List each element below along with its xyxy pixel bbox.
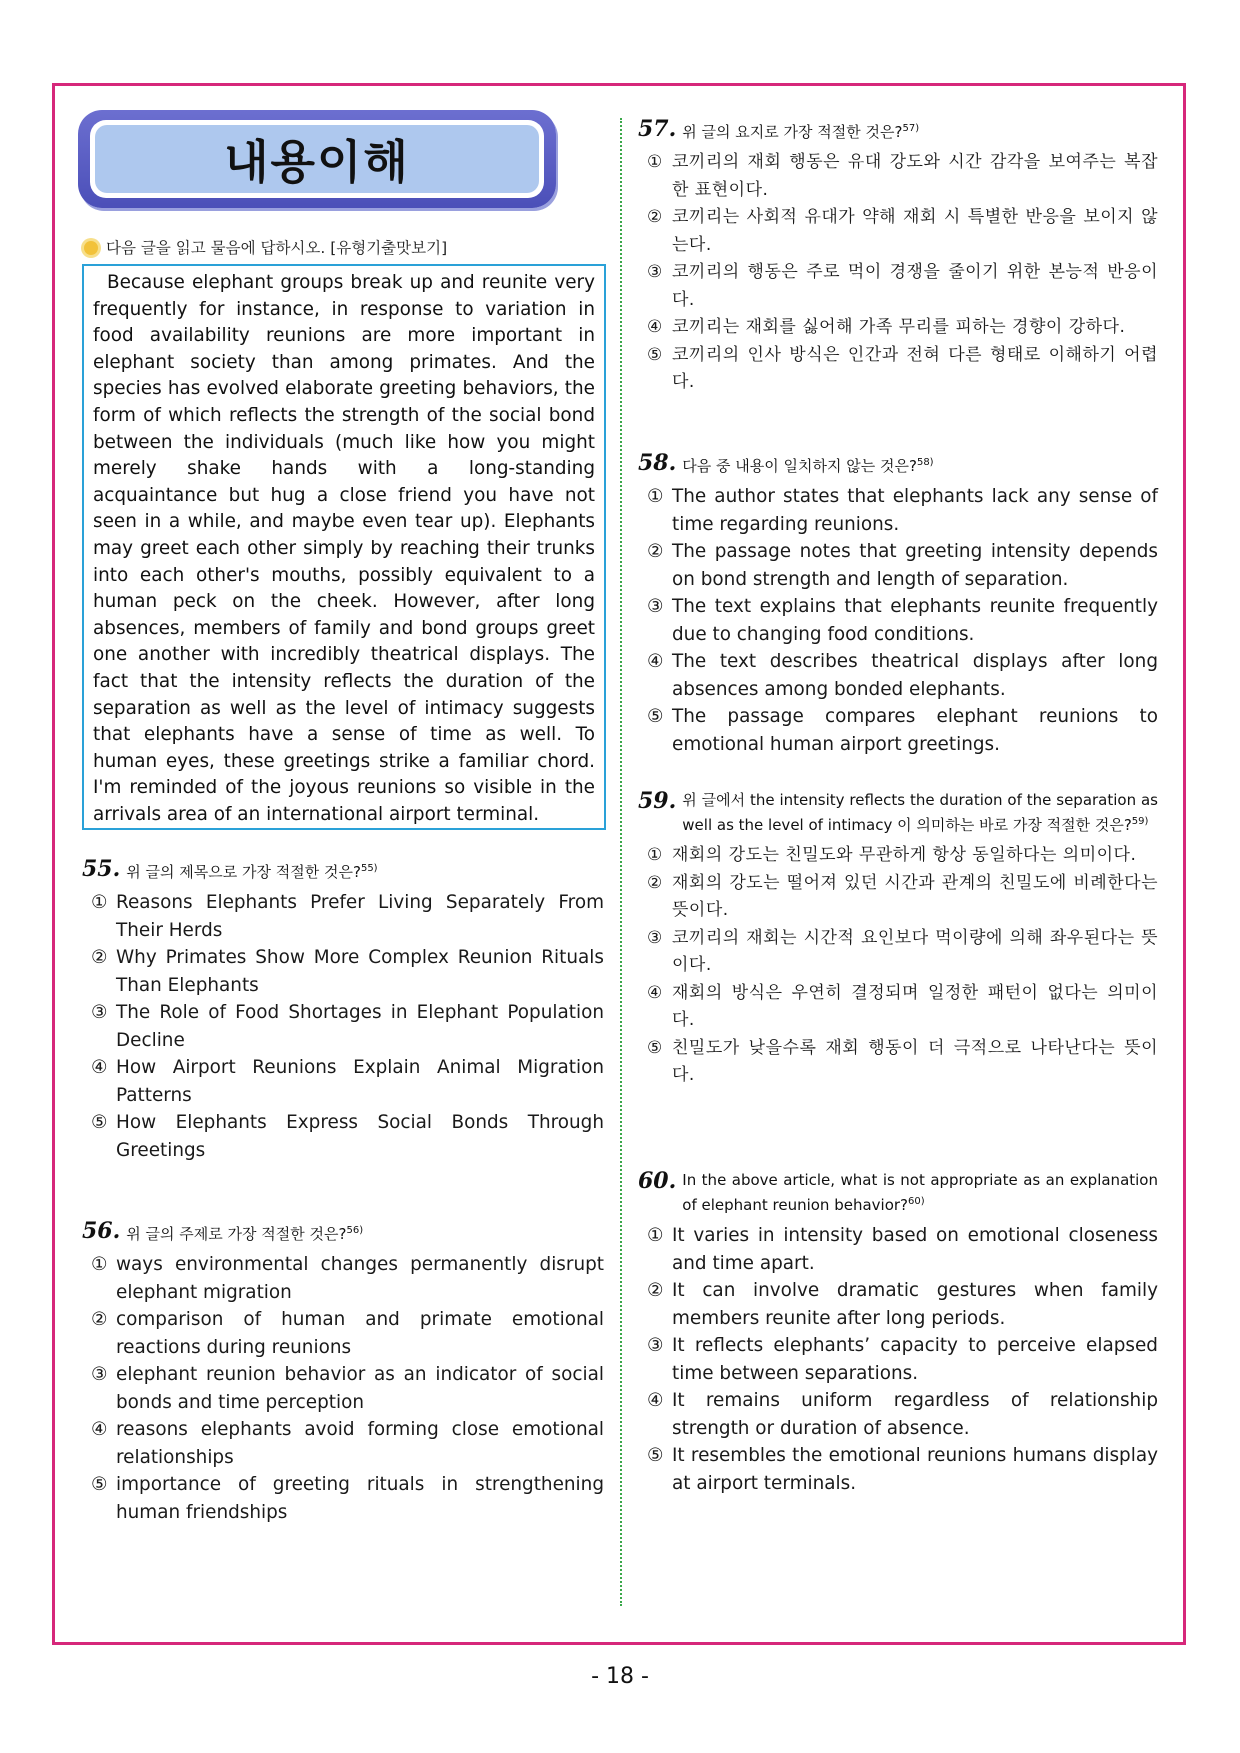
answer-option[interactable]: ③ The text explains that elephants reunite frequently due to changing food conditions. (647, 596, 1158, 645)
footnote-ref: 55) (360, 863, 378, 874)
question-text: In the above article, what is not appropriate as an explanation of elephant reunion behavior? (682, 1171, 1158, 1214)
question-text: 위 글에서 the intensity reflects the duration of the separation as well as the level of intimacy 이 의미하는 바로 가장 적절한 것은? (682, 791, 1158, 834)
question-57 (638, 118, 1158, 397)
question-number: 58. (638, 450, 677, 476)
section-title: 내용이해 (95, 125, 539, 193)
answer-option[interactable]: ① 코끼리의 재회 행동은 유대 강도와 시간 감각을 보여주는 복잡한 표현이다. (647, 152, 1158, 200)
flower-icon (84, 241, 98, 255)
answer-option[interactable]: ③ It reflects elephants’ capacity to perceive elapsed time between separations. (647, 1335, 1158, 1384)
answer-option[interactable]: ② The passage notes that greeting intensity depends on bond strength and length of separation. (647, 541, 1158, 590)
question-number: 59. (638, 788, 677, 814)
footnote-ref: 59) (1131, 816, 1149, 827)
footnote-ref: 58) (916, 457, 934, 468)
answer-option[interactable]: ④ It remains uniform regardless of relationship strength or duration of absence. (647, 1390, 1158, 1439)
answer-option[interactable]: ② 재회의 강도는 떨어져 있던 시간과 관계의 친밀도에 비례한다는 뜻이다. (647, 872, 1158, 920)
question-59 (638, 790, 1158, 1090)
answer-option[interactable]: ⑤ How Elephants Express Social Bonds Through Greetings (91, 1112, 604, 1161)
answer-option[interactable]: ④ reasons elephants avoid forming close emotional relationships (91, 1419, 604, 1468)
answer-option[interactable]: ④ 재회의 방식은 우연히 결정되며 일정한 패턴이 없다는 의미이다. (647, 982, 1158, 1030)
answer-option[interactable]: ② Why Primates Show More Complex Reunion Rituals Than Elephants (91, 947, 604, 996)
question-number: 60. (638, 1168, 677, 1194)
question-text: 위 글의 제목으로 가장 적절한 것은? (126, 863, 361, 881)
question-number: 57. (638, 116, 677, 142)
answer-option[interactable]: ② comparison of human and primate emotional reactions during reunions (91, 1309, 604, 1358)
answer-option[interactable]: ③ elephant reunion behavior as an indicator of social bonds and time perception (91, 1364, 604, 1413)
footnote-ref: 57) (902, 123, 920, 134)
question-60 (638, 1170, 1158, 1497)
answer-option[interactable]: ③ 코끼리의 재회는 시간적 요인보다 먹이량에 의해 좌우된다는 뜻이다. (647, 927, 1158, 975)
answer-option[interactable]: ② It can involve dramatic gestures when family members reunite after long periods. (647, 1280, 1158, 1329)
question-number: 55. (82, 856, 121, 882)
answer-option[interactable]: ⑤ importance of greeting rituals in strengthening human friendships (91, 1474, 604, 1523)
instruction-text: 다음 글을 읽고 물음에 답하시오. [유형기출맛보기] (106, 239, 448, 257)
question-text: 위 글의 요지로 가장 적절한 것은? (682, 123, 903, 141)
answer-option[interactable]: ⑤ 코끼리의 인사 방식은 인간과 전혀 다른 형태로 이해하기 어렵다. (647, 344, 1158, 392)
footnote-ref: 56) (346, 1225, 364, 1236)
column-divider (620, 118, 622, 1606)
answer-option[interactable]: ④ The text describes theatrical displays after long absences among bonded elephants. (647, 651, 1158, 700)
answer-option[interactable]: ③ 코끼리의 행동은 주로 먹이 경쟁을 줄이기 위한 본능적 반응이다. (647, 262, 1158, 310)
answer-option[interactable]: ① It varies in intensity based on emotional closeness and time apart. (647, 1225, 1158, 1274)
answer-option[interactable]: ② 코끼리는 사회적 유대가 약해 재회 시 특별한 반응을 보이지 않는다. (647, 207, 1158, 255)
answer-option[interactable]: ① 재회의 강도는 친밀도와 무관하게 항상 동일하다는 의미이다. (647, 845, 1137, 865)
question-55 (82, 858, 604, 1164)
answer-option[interactable]: ⑤ It resembles the emotional reunions humans display at airport terminals. (647, 1445, 1158, 1494)
footnote-ref: 60) (908, 1196, 925, 1207)
section-title-banner (78, 110, 556, 208)
answer-option[interactable]: ④ How Airport Reunions Explain Animal Migration Patterns (91, 1057, 604, 1106)
instruction (82, 236, 447, 258)
answer-option[interactable]: ① ways environmental changes permanently disrupt elephant migration (91, 1254, 604, 1303)
answer-option[interactable]: ① The author states that elephants lack any sense of time regarding reunions. (647, 486, 1158, 535)
answer-option[interactable]: ⑤ 친밀도가 낮을수록 재회 행동이 더 극적으로 나타난다는 뜻이다. (647, 1037, 1158, 1085)
question-56 (82, 1220, 604, 1526)
question-58 (638, 452, 1158, 758)
page-number: - 18 - (591, 1664, 649, 1689)
answer-option[interactable]: ① Reasons Elephants Prefer Living Separately From Their Herds (91, 892, 604, 941)
passage-text: Because elephant groups break up and reunite very frequently for instance, in response to variation in food availability reunions are more important in elephant society than among primates. And the species has evolved elaborate greeting behaviors, the form of which reflects the strength of the social bond between the individuals (much like how you might merely shake hands with a long-standing acquaintance but hug a close friend you have not seen in a while, and maybe even tear up). Elephants may greet each other simply by reaching their trunks into each other's mouths, possibly equivalent to a human peck on the cheek. However, after long absences, members of family and bond groups greet one another with incredibly theatrical displays. The fact that the intensity reflects the duration of the separation as well as the level of intimacy suggests that elephants have a sense of time as well. To human eyes, these greetings strike a familiar chord. I'm reminded of the joyous reunions so visible in the arrivals area of an international airport terminal. (93, 272, 595, 825)
answer-option[interactable]: ④ 코끼리는 재회를 싫어해 가족 무리를 피하는 경향이 강하다. (647, 317, 1126, 337)
question-number: 56. (82, 1218, 121, 1244)
question-text: 위 글의 주제로 가장 적절한 것은? (126, 1225, 347, 1243)
question-text: 다음 중 내용이 일치하지 않는 것은? (682, 457, 917, 475)
reading-passage-box (82, 264, 606, 830)
answer-option[interactable]: ⑤ The passage compares elephant reunions to emotional human airport greetings. (647, 706, 1158, 755)
answer-option[interactable]: ③ The Role of Food Shortages in Elephant Population Decline (91, 1002, 604, 1051)
